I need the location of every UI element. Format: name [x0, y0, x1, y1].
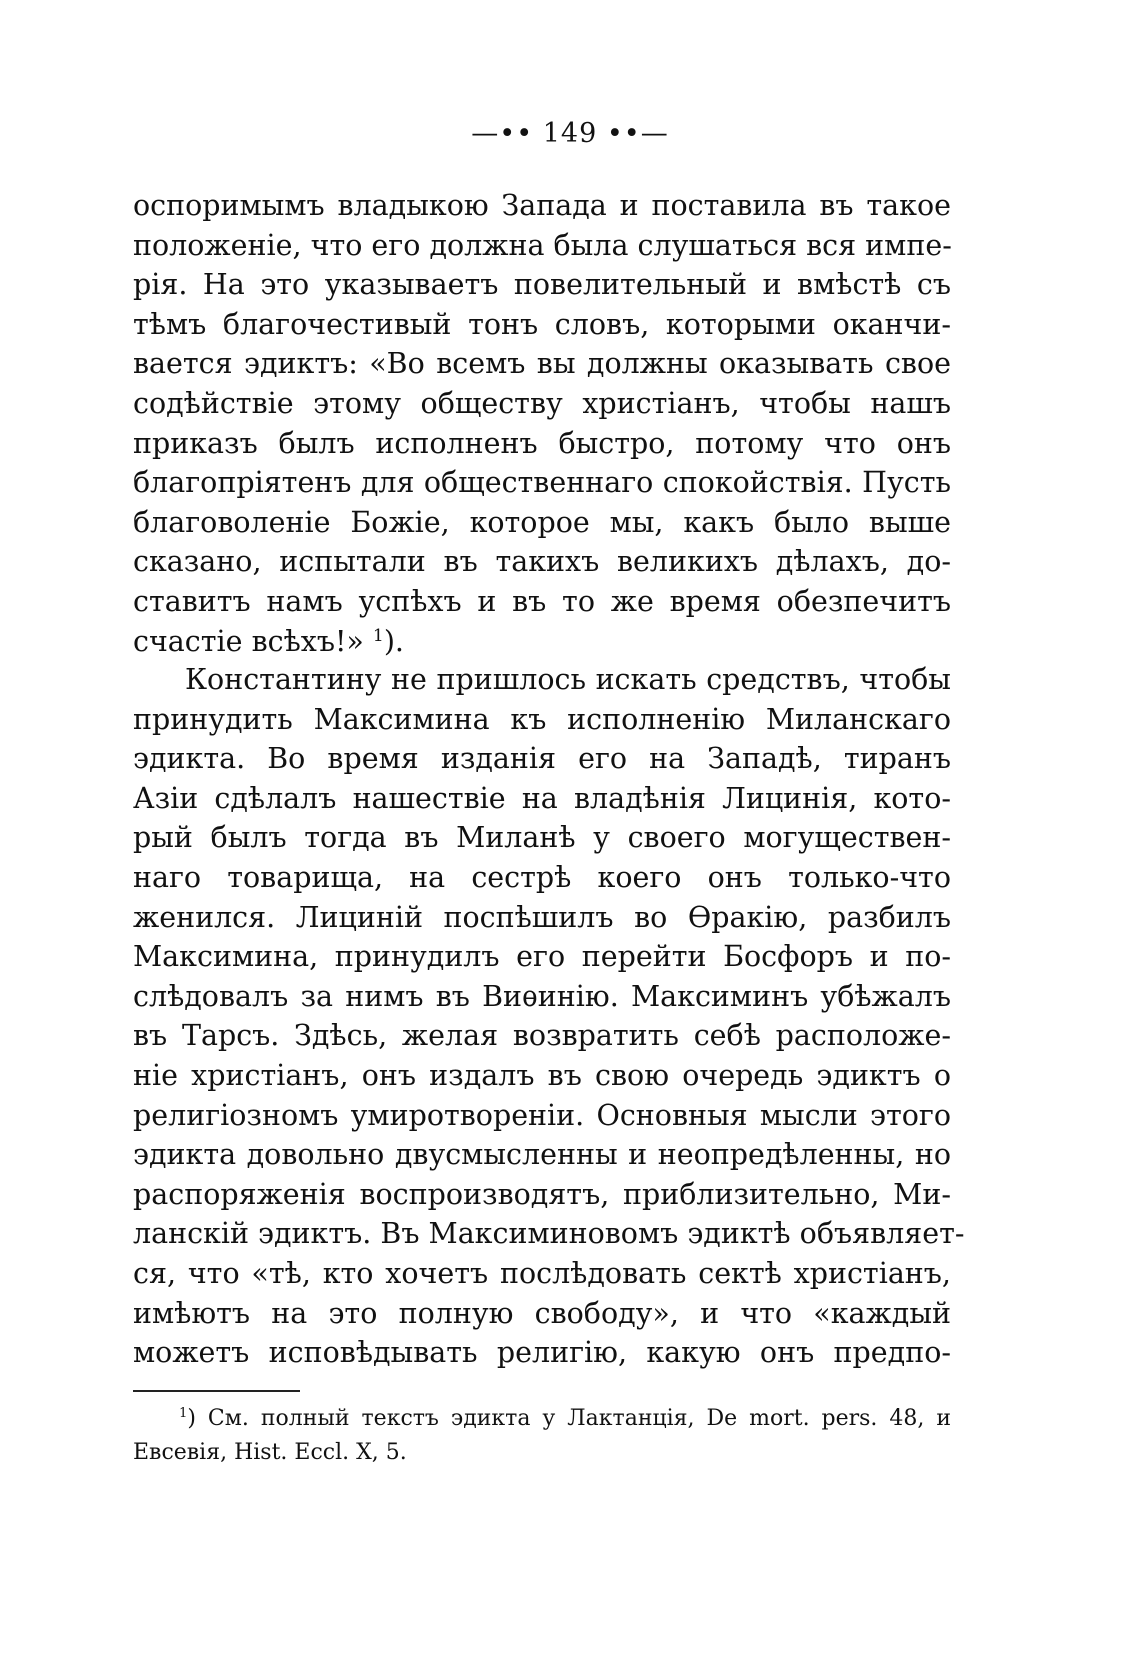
- footnote-divider: [133, 1390, 300, 1392]
- text-line: Азіи сдѣлалъ нашествіе на владѣнія Лицинія, кото-: [133, 781, 951, 815]
- footnote-line: Евсевія, Hist. Eccl. X, 5.: [133, 1440, 407, 1465]
- footnote-text: ) См. полный текстъ эдикта у Лактанція, De mort. pers. 48, и: [187, 1406, 951, 1431]
- text-line: принудить Максимина къ исполненію Миланскаго: [133, 702, 951, 736]
- text-line: религіозномъ умиротвореніи. Основныя мысли этого: [133, 1098, 951, 1132]
- text-line: приказъ былъ исполненъ быстро, потому что онъ: [133, 426, 951, 460]
- text-line: наго товарища, на сестрѣ коего онъ только-что: [133, 860, 951, 894]
- text-line: благопріятенъ для общественнаго спокойствія. Пусть: [133, 466, 951, 500]
- text-line: тѣмъ благочестивый тонъ словъ, которыми оканчи-: [133, 307, 951, 341]
- paragraph-2: [133, 660, 965, 1373]
- text-line: женился. Лициній поспѣшилъ во Ѳракію, разбилъ: [133, 900, 951, 934]
- text-line: слѣдовалъ за нимъ въ Виѳинію. Максиминъ убѣжалъ: [133, 979, 951, 1013]
- text-line: оспоримымъ владыкою Запада и поставила въ такое: [133, 189, 951, 222]
- text-line: ся, что «тѣ, кто хочетъ послѣдовать сектѣ христіанъ,: [133, 1256, 951, 1290]
- text-line: ніе христіанъ, онъ издалъ въ свою очередь эдиктъ о: [133, 1058, 951, 1092]
- text-line: имѣютъ на это полную свободу», и что «каждый: [133, 1296, 951, 1330]
- text-line: эдикта довольно двусмысленны и неопредѣленны, но: [133, 1138, 951, 1172]
- text-line: содѣйствіе этому обществу христіанъ, чтобы нашъ: [133, 386, 951, 420]
- text-line: въ Тарсъ. Здѣсь, желая возвратить себѣ расположе-: [133, 1019, 951, 1053]
- text-line: благоволеніе Божіе, которое мы, какъ было выше: [133, 505, 951, 539]
- text-line: положеніе, что его должна была слушаться вся импе-: [133, 228, 952, 262]
- text-line: рый былъ тогда въ Миланѣ у своего могуществен-: [133, 821, 951, 855]
- footnote-marker: 1: [179, 1406, 188, 1422]
- closing-punctuation: ).: [383, 624, 404, 658]
- text-line: можетъ исповѣдывать религію, какую онъ предпо-: [133, 1336, 951, 1370]
- text-line-final-content: счастіе всѣхъ!»: [133, 624, 364, 658]
- paragraph-1: [133, 186, 951, 661]
- text-line: эдикта. Во время изданія его на Западѣ, тиранъ: [133, 742, 951, 776]
- footnote-block: [133, 1402, 951, 1470]
- text-line: ланскій эдиктъ. Въ Максиминовомъ эдиктѣ объявляет-: [133, 1217, 965, 1251]
- text-line: сказано, испытали въ такихъ великихъ дѣлахъ, до-: [133, 545, 951, 579]
- page-number-header: —•• 149 ••—: [471, 118, 669, 149]
- footnote-line: [133, 1402, 951, 1436]
- text-line: вается эдиктъ: «Во всемъ вы должны оказывать свое: [133, 347, 951, 381]
- footnote-reference[interactable]: 1: [372, 625, 384, 646]
- text-line: распоряженія воспроизводятъ, приблизительно, Ми-: [133, 1177, 951, 1211]
- text-line: Максимина, принудилъ его перейти Босфоръ и по-: [133, 940, 951, 974]
- text-line: ставитъ намъ успѣхъ и въ то же время обезпечитъ: [133, 584, 951, 618]
- text-line: рія. На это указываетъ повелительный и вмѣстѣ съ: [133, 268, 951, 302]
- text-line: Константину не пришлось искать средствъ, чтобы: [185, 663, 951, 696]
- text-line-final: [133, 622, 951, 662]
